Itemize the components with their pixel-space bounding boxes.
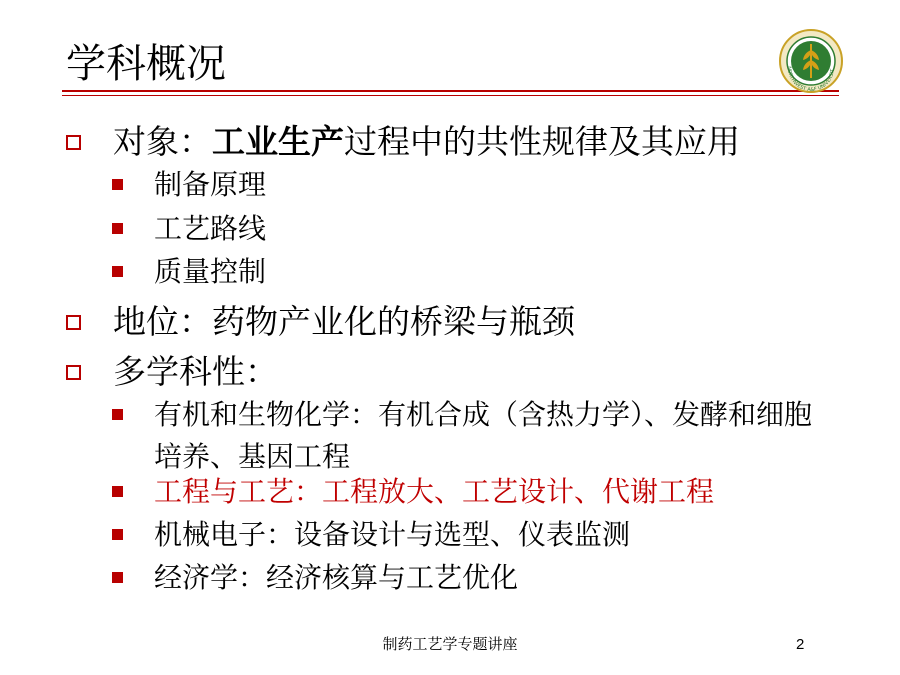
bullet-object-rest: 过程中的共性规律及其应用 <box>344 122 740 161</box>
sub-item-route <box>112 208 266 250</box>
slide-footer: 制药工艺学专题讲座 <box>382 635 518 653</box>
logo-text: NORTHWEST A&F UNIVERSIT <box>785 66 837 94</box>
bullet-status <box>66 302 575 342</box>
bullet-object <box>66 122 740 162</box>
sub-item-label: 经济学：经济核算与工艺优化 <box>154 561 519 594</box>
sub-item-principle <box>112 164 266 206</box>
university-logo-icon <box>778 28 844 94</box>
bullet-object-prefix: 对象： <box>113 122 212 161</box>
sub-item-label: 工艺路线 <box>154 212 267 245</box>
sub-item-label: 制备原理 <box>154 168 267 201</box>
filled-square-bullet-icon <box>112 409 123 420</box>
sub-item-label: 质量控制 <box>154 255 267 288</box>
sub-item-engineering <box>112 471 714 513</box>
hollow-square-bullet-icon <box>66 315 81 330</box>
title-divider-thick <box>62 90 839 92</box>
page-number: 2 <box>796 636 805 653</box>
bullet-multidisciplinary <box>66 352 278 392</box>
filled-square-bullet-icon <box>112 223 123 234</box>
filled-square-bullet-icon <box>112 266 123 277</box>
filled-square-bullet-icon <box>112 572 123 583</box>
filled-square-bullet-icon <box>112 486 123 497</box>
sub-item-label: 机械电子：设备设计与选型、仪表监测 <box>154 518 631 551</box>
hollow-square-bullet-icon <box>66 135 81 150</box>
sub-item-mechanical <box>112 514 630 556</box>
filled-square-bullet-icon <box>112 529 123 540</box>
sub-item-label: 有机和生物化学：有机合成（含热力学）、发酵和细胞培养、基因工程 <box>154 398 813 473</box>
slide-title: 学科概况 <box>66 41 226 87</box>
sub-item-chemistry <box>112 394 814 478</box>
sub-item-economics <box>112 557 518 599</box>
filled-square-bullet-icon <box>112 179 123 190</box>
hollow-square-bullet-icon <box>66 365 81 380</box>
bullet-status-text: 地位：药物产业化的桥梁与瓶颈 <box>113 302 575 341</box>
sub-item-quality <box>112 251 266 293</box>
bullet-multidisciplinary-text: 多学科性： <box>113 352 278 391</box>
title-divider-thin <box>62 95 839 96</box>
sub-item-label: 工程与工艺：工程放大、工艺设计、代谢工程 <box>154 475 715 508</box>
bullet-object-bold: 工业生产 <box>212 122 344 161</box>
